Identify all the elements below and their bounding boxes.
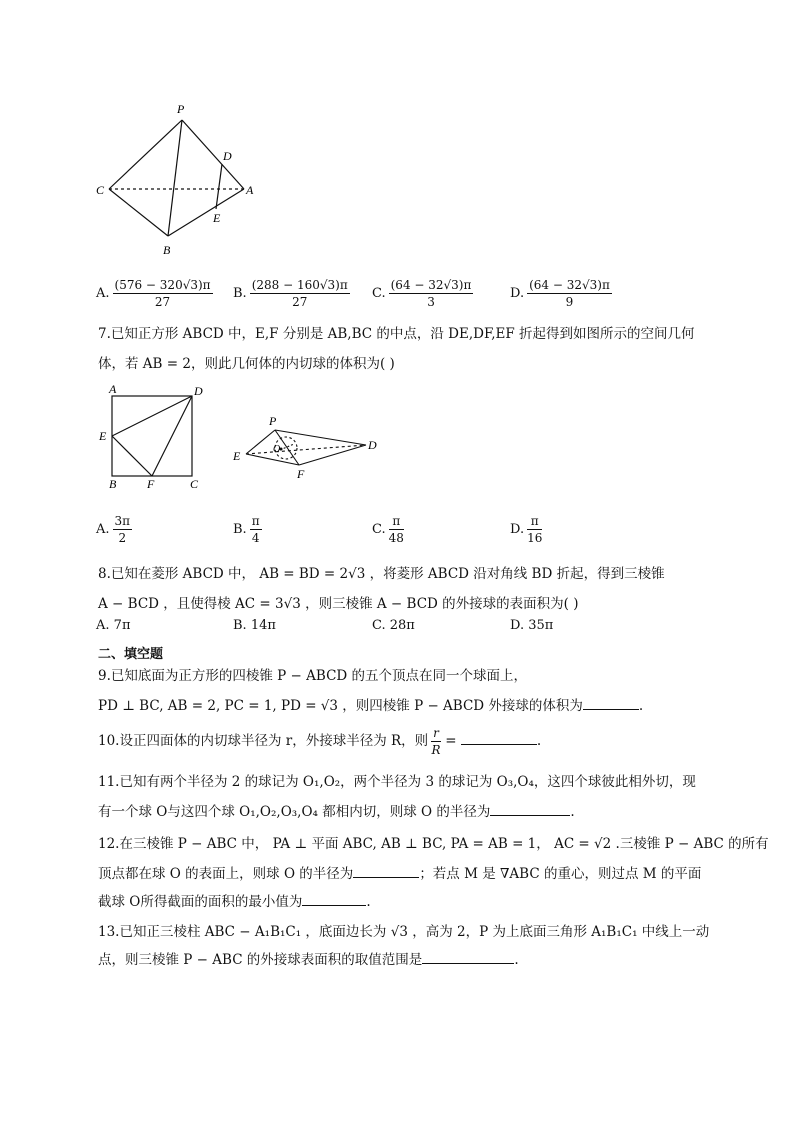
solid-label-F: F <box>297 467 305 481</box>
q12-answer-blank-1[interactable] <box>353 865 419 878</box>
q8-option-a[interactable]: A. 7π <box>96 618 131 633</box>
solid-ED-dashed <box>246 445 366 454</box>
sq-label-B: B <box>109 477 117 490</box>
line-EF <box>112 436 152 476</box>
q9-answer-blank[interactable] <box>583 697 639 710</box>
solid-PD <box>275 430 366 445</box>
section-title-fill-in: 二、填空题 <box>98 647 164 662</box>
q13-stem-line1: 13.已知正三棱柱 ABC − A₁B₁C₁ ，底面边长为 √3 ，高为 2，P 为上底面三角形 A₁B₁C₁ 中线上一动 <box>98 924 710 940</box>
q8-stem-line2: A − BCD ，且使得棱 AC = 3√3 ，则三棱锥 A − BCD 的外接球的表面积为( ) <box>98 596 579 612</box>
q7-option-c[interactable]: C. $\frac{\pi}{48}$ <box>372 514 404 545</box>
label-A: A <box>246 183 254 197</box>
q11-stem-line2: 有一个球 O与这四个球 O₁,O₂,O₃,O₄ 都相内切，则球 O 的半径为 . <box>98 804 575 820</box>
line-ED <box>112 396 192 436</box>
edge-CB <box>109 189 168 236</box>
q12-answer-blank-2[interactable] <box>302 893 366 906</box>
q9-stem-line1: 9.已知底面为正方形的四棱锥 P − ABCD 的五个顶点在同一个球面上， <box>98 668 528 684</box>
edge-DE <box>216 164 222 209</box>
sq-label-A: A <box>109 382 117 396</box>
q8-option-b[interactable]: B. 14π <box>233 618 276 633</box>
q8-stem-line1: 8.已知在菱形 ABCD 中， AB = BD = 2√3 ，将菱形 ABCD 沿对角线 BD 折起，得到三棱锥 <box>98 566 665 582</box>
q6-option-a[interactable]: A. $\frac{(576 - 320√3)\pi}{27}$ <box>96 278 211 309</box>
q7-option-b[interactable]: B. $\frac{\pi}{4}$ <box>233 514 260 545</box>
q6-option-c[interactable]: C. $\frac{(64 - 32√3)\pi}{3}$ <box>372 278 472 309</box>
sq-label-C: C <box>190 477 199 490</box>
q7-stem-line1: 7.已知正方形 ABCD 中，E,F 分别是 AB,BC 的中点，沿 DE,DF,EF 折起得到如图所示的空间几何 <box>98 326 695 342</box>
q9-stem-line2: PD ⊥ BC, AB = 2, PC = 1, PD = √3 ，则四棱锥 P − ABCD 外接球的体积为 . <box>98 698 644 714</box>
solid-label-D: D <box>368 438 377 452</box>
label-D: D <box>223 149 232 163</box>
q6-option-b[interactable]: B. $\frac{(288 - 160√3)\pi}{27}$ <box>233 278 348 309</box>
q12-stem-line1: 12.在三棱锥 P − ABC 中， PA ⊥ 平面 ABC, AB ⊥ BC, PA = AB = 1， AC = √2 .三棱锥 P − ABC 的所有 <box>98 836 769 852</box>
sq-label-E: E <box>99 429 107 443</box>
q10-stem: 10.设正四面体的内切球半径为 r，外接球半径为 R，则 $\frac{r}{R}$ = . <box>98 726 542 757</box>
solid-label-P: P <box>269 414 277 428</box>
q11-answer-blank[interactable] <box>490 803 570 816</box>
sq-label-D: D <box>194 384 203 398</box>
q7-option-a[interactable]: A. $\frac{3\pi}{2}$ <box>96 514 131 545</box>
solid-label-O: O <box>273 444 281 455</box>
q13-answer-blank[interactable] <box>422 951 514 964</box>
edge-PB <box>168 120 182 236</box>
solid-PE <box>246 430 275 454</box>
q7-stem-line2: 体，若 AB = 2，则此几何体的内切球的体积为( ) <box>98 356 395 372</box>
q8-option-d[interactable]: D. 35π <box>510 618 554 633</box>
q6-option-d[interactable]: D. $\frac{(64 - 32√3)\pi}{9}$ <box>510 278 610 309</box>
edge-BA <box>168 189 244 236</box>
q13-stem-line2: 点，则三棱锥 P − ABC 的外接球表面积的取值范围是 . <box>98 952 519 968</box>
edge-PA <box>182 120 244 189</box>
q7-solid-figure <box>228 408 388 483</box>
square-ABCD <box>112 396 192 476</box>
q7-option-d[interactable]: D. $\frac{\pi}{16}$ <box>510 514 543 545</box>
q6-figure <box>92 98 262 263</box>
solid-EF <box>246 454 299 465</box>
solid-label-E: E <box>233 449 241 463</box>
label-C: C <box>96 183 105 197</box>
q7-square-figure <box>96 382 216 490</box>
label-E: E <box>213 211 221 225</box>
q11-stem-line1: 11.已知有两个半径为 2 的球记为 O₁,O₂，两个半径为 3 的球记为 O₃,O₄，这四个球彼此相外切，现 <box>98 774 696 790</box>
q8-option-c[interactable]: C. 28π <box>372 618 415 633</box>
label-B: B <box>163 243 171 257</box>
label-P: P <box>177 102 185 116</box>
q12-stem-line2: 顶点都在球 O 的表面上，则球 O 的半径为 ；若点 M 是 ∇ABC 的重心，则过点 M 的平面 <box>98 866 702 882</box>
edge-PC <box>109 120 182 189</box>
sq-label-F: F <box>147 477 155 490</box>
line-FD <box>152 396 192 476</box>
q10-answer-blank[interactable] <box>461 732 537 745</box>
q12-stem-line3: 截球 O所得截面的面积的最小值为 . <box>98 894 371 910</box>
